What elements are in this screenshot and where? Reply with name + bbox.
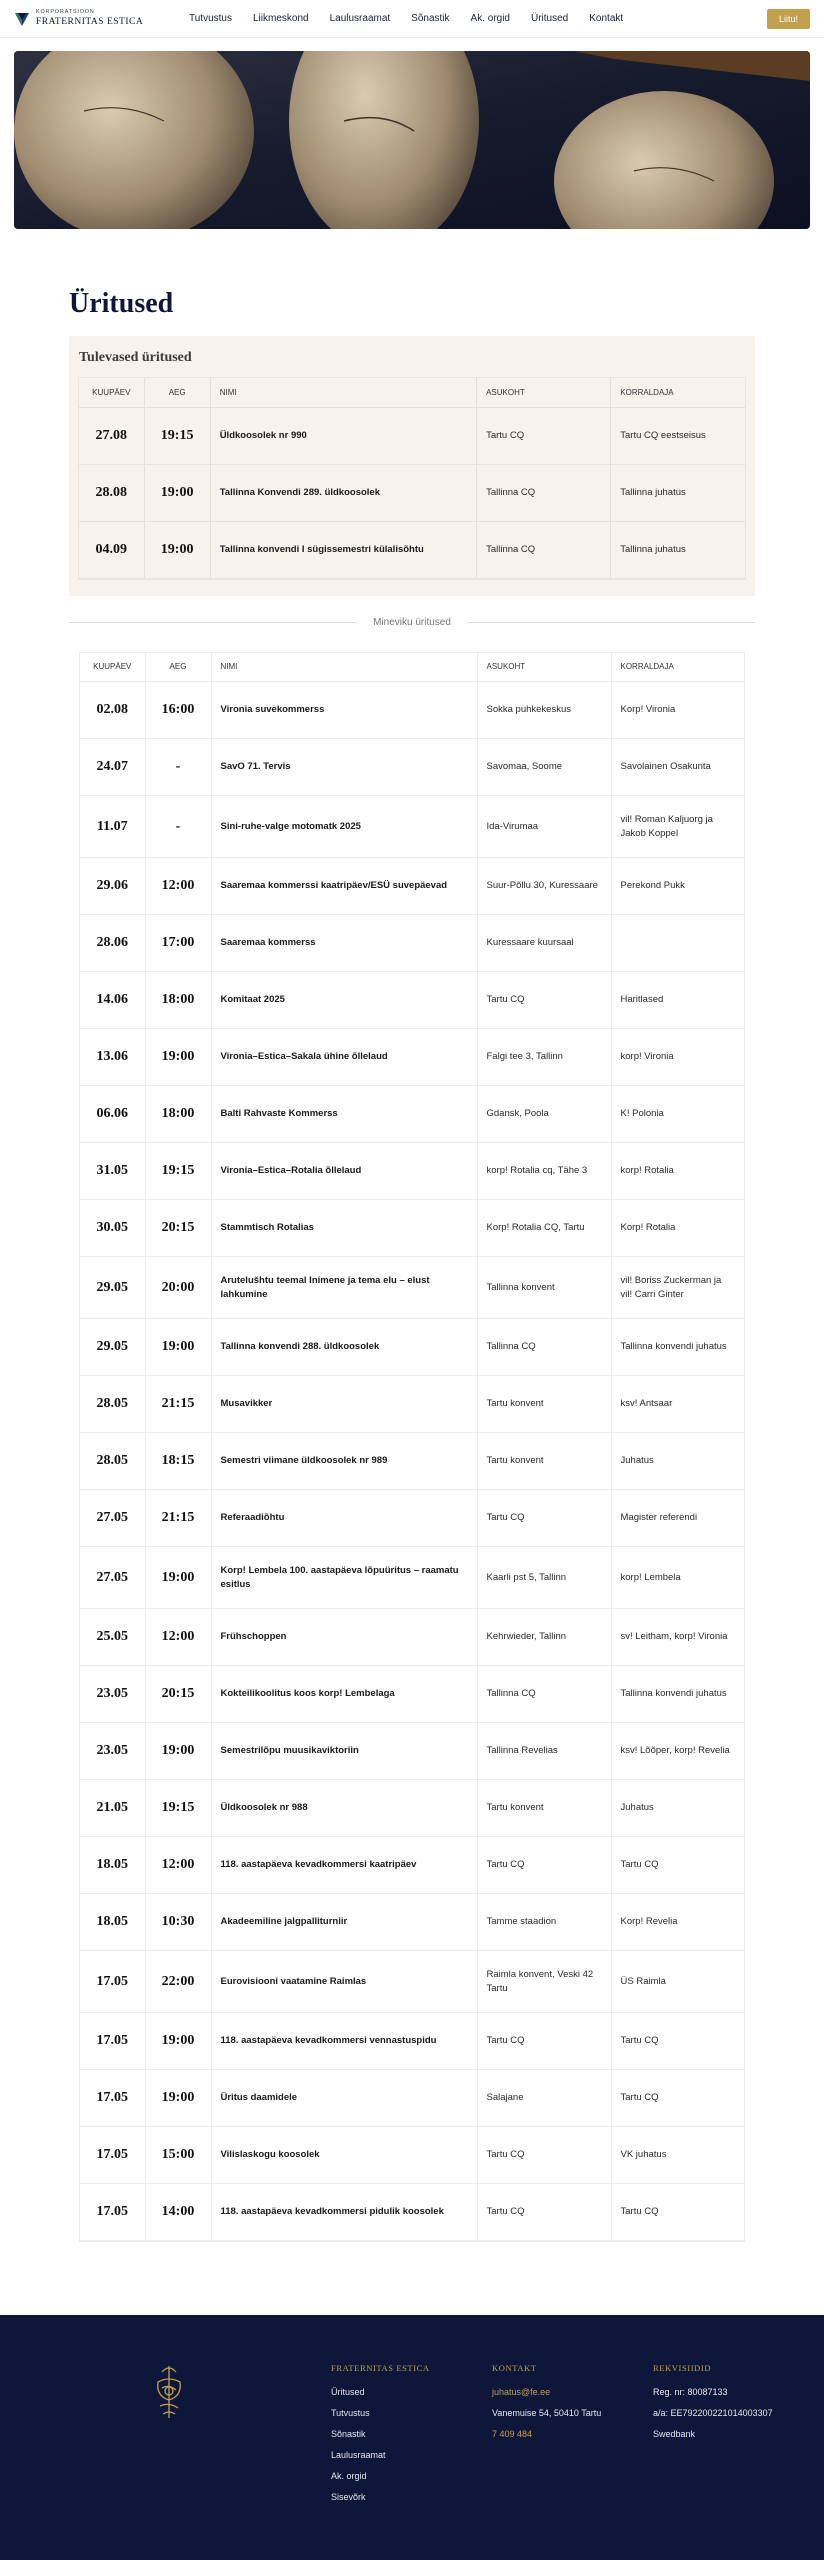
event-name: Stammtisch Rotalias [211, 1200, 477, 1257]
event-location: Gdansk, Poola [477, 1086, 611, 1143]
event-organizer: Juhatus [611, 1433, 744, 1490]
footer-col-requisites [653, 2363, 773, 2450]
col-organizer: KORRALDAJA [611, 653, 744, 682]
event-organizer: Perekond Pukk [611, 858, 744, 915]
event-date: 11.07 [80, 796, 145, 858]
col-organizer: KORRALDAJA [611, 378, 745, 407]
event-date: 17.05 [80, 1951, 145, 2013]
footer-link-tutvustus[interactable]: Tutvustus [331, 2408, 370, 2418]
event-date: 18.05 [80, 1837, 145, 1894]
nav-tutvustus[interactable]: Tutvustus [189, 13, 232, 24]
event-location: Tartu CQ [477, 1837, 611, 1894]
event-date: 29.06 [80, 858, 145, 915]
event-organizer: Tartu CQ [611, 2013, 744, 2070]
event-name: Saaremaa kommerssi kaatripäev/ESÜ suvepäevad [211, 858, 477, 915]
event-organizer: Savolainen Osakunta [611, 739, 744, 796]
footer-link-uritused[interactable]: Üritused [331, 2387, 365, 2397]
event-row [80, 2013, 744, 2070]
event-location: Ida-Virumaa [477, 796, 611, 858]
event-name: Semestrilõpu muusikaviktoriin [211, 1723, 477, 1780]
event-date: 29.05 [80, 1257, 145, 1319]
footer-iban: a/a: EE792200221014003307 [653, 2408, 773, 2418]
event-row [80, 1433, 744, 1490]
event-name: Referaadiõhtu [211, 1490, 477, 1547]
event-location: Tallinna CQ [477, 521, 611, 578]
event-row [79, 407, 745, 464]
event-location: Tartu CQ [477, 972, 611, 1029]
nav-liikmeskond[interactable]: Liikmeskond [252, 13, 309, 24]
event-time: 19:00 [145, 1029, 211, 1086]
nav-ak-orgid[interactable]: Ak. orgid [470, 13, 510, 24]
event-organizer: Tallinna konvendi juhatus [611, 1666, 744, 1723]
event-location: Tartu konvent [477, 1433, 611, 1490]
event-date: 24.07 [80, 739, 145, 796]
col-date: KUUPÄEV [79, 378, 144, 407]
event-row [80, 2070, 744, 2127]
event-time: 22:00 [145, 1951, 211, 2013]
event-location: Tartu CQ [477, 1490, 611, 1547]
event-name: Tallinna konvendi I sügissemestri külalisõhtu [210, 521, 476, 578]
event-row [80, 1086, 744, 1143]
event-time: 19:00 [145, 1319, 211, 1376]
event-location: Kehrwieder, Tallinn [477, 1609, 611, 1666]
event-row [80, 1257, 744, 1319]
event-time: 12:00 [145, 1609, 211, 1666]
nav-uritused[interactable]: Üritused [531, 13, 569, 24]
event-name: Musavikker [211, 1376, 477, 1433]
event-name: 118. aastapäeva kevadkommersi kaatripäev [211, 1837, 477, 1894]
event-time: 15:00 [145, 2127, 211, 2184]
event-location: Tartu CQ [477, 2013, 611, 2070]
event-organizer: Tallinna juhatus [611, 521, 745, 578]
footer-address: Vanemuise 54, 50410 Tartu [492, 2408, 602, 2418]
event-location: Raimla konvent, Veski 42 Tartu [477, 1951, 611, 2013]
fraternitas-emblem-icon [150, 2362, 188, 2422]
event-organizer: Tartu CQ eestseisus [611, 407, 745, 464]
event-row [80, 739, 744, 796]
event-time: 19:00 [145, 1547, 211, 1609]
upcoming-table [78, 377, 746, 580]
event-row [80, 1547, 744, 1609]
event-location: Tallinna CQ [477, 1666, 611, 1723]
event-location: Kuressaare kuursaal [477, 915, 611, 972]
event-name: SavO 71. Tervis [211, 739, 477, 796]
event-name: Vironia–Estica–Sakala ühine õllelaud [211, 1029, 477, 1086]
footer-col-contact [492, 2363, 601, 2450]
event-row [80, 796, 744, 858]
event-location: Tallinna konvent [477, 1257, 611, 1319]
event-date: 28.08 [79, 464, 144, 521]
event-organizer: Tartu CQ [611, 1837, 744, 1894]
event-row [80, 1376, 744, 1433]
event-name: Semestri viimane üldkoosolek nr 989 [211, 1433, 477, 1490]
event-time: 19:15 [145, 1143, 211, 1200]
footer-link-sisevork[interactable]: Sisevõrk [331, 2492, 366, 2502]
table-header-row [79, 378, 745, 407]
event-time: 21:15 [145, 1490, 211, 1547]
event-organizer: Tallinna konvendi juhatus [611, 1319, 744, 1376]
event-date: 14.06 [80, 972, 145, 1029]
event-name: Tallinna Konvendi 289. üldkoosolek [210, 464, 476, 521]
footer-contact-title: KONTAKT [492, 2363, 537, 2373]
event-row [80, 1200, 744, 1257]
upcoming-title: Tulevased üritused [79, 350, 192, 365]
event-location: korp! Rotalia cq, Tähe 3 [477, 1143, 611, 1200]
event-date: 25.05 [80, 1609, 145, 1666]
page-title: Üritused [69, 288, 174, 319]
footer-phone-link[interactable]: 7 409 484 [492, 2429, 533, 2439]
event-name: Arutelušhtu teemal Inimene ja tema elu – elust lahkumine [211, 1257, 477, 1319]
footer-requisites-title: REKVISIIDID [653, 2363, 712, 2373]
event-organizer: korp! Rotalia [611, 1143, 744, 1200]
event-time: 18:15 [145, 1433, 211, 1490]
footer-link-ak-orgid[interactable]: Ak. orgid [331, 2471, 367, 2481]
event-organizer: ksv! Antsaar [611, 1376, 744, 1433]
footer-bank: Swedbank [653, 2429, 696, 2439]
event-name: Komitaat 2025 [211, 972, 477, 1029]
event-row [80, 682, 744, 739]
event-organizer: ÜS Raimla [611, 1951, 744, 2013]
event-organizer: sv! Leitham, korp! Vironia [611, 1609, 744, 1666]
event-date: 27.05 [80, 1490, 145, 1547]
event-location: Salajane [477, 2070, 611, 2127]
event-time: 19:00 [145, 1723, 211, 1780]
event-location: Tallinna CQ [477, 464, 611, 521]
event-location: Falgi tee 3, Tallinn [477, 1029, 611, 1086]
event-time: 16:00 [145, 682, 211, 739]
event-row [80, 2127, 744, 2184]
event-name: Üritus daamidele [211, 2070, 477, 2127]
event-location: Tallinna Revelias [477, 1723, 611, 1780]
event-date: 28.05 [80, 1376, 145, 1433]
footer-reg-number: Reg. nr: 80087133 [653, 2387, 728, 2397]
event-organizer: Juhatus [611, 1780, 744, 1837]
event-row [80, 858, 744, 915]
event-date: 06.06 [80, 1086, 145, 1143]
event-row [80, 1837, 744, 1894]
event-name: Üldkoosolek nr 988 [211, 1780, 477, 1837]
event-date: 18.05 [80, 1894, 145, 1951]
col-name: NIMI [210, 378, 476, 407]
event-organizer [611, 915, 744, 972]
event-name: 118. aastapäeva kevadkommersi vennastuspidu [211, 2013, 477, 2070]
event-time: 20:00 [145, 1257, 211, 1319]
col-location: ASUKOHT [477, 378, 611, 407]
event-row [80, 1319, 744, 1376]
event-row [80, 1029, 744, 1086]
event-organizer: Korp! Vironia [611, 682, 744, 739]
event-date: 13.06 [80, 1029, 145, 1086]
event-time: 19:00 [145, 2070, 211, 2127]
past-events-section [79, 652, 745, 2243]
event-organizer: Magister referendi [611, 1490, 744, 1547]
event-name: Saaremaa kommerss [211, 915, 477, 972]
event-name: Frühschoppen [211, 1609, 477, 1666]
event-row [80, 1609, 744, 1666]
event-name: Vilislaskogu koosolek [211, 2127, 477, 2184]
event-row [80, 1143, 744, 1200]
event-name: Eurovisiooni vaatamine Raimlas [211, 1951, 477, 2013]
event-time: 18:00 [145, 972, 211, 1029]
event-row [80, 1723, 744, 1780]
nav-kontakt[interactable]: Kontakt [589, 13, 624, 24]
event-name: Sini-ruhe-valge motomatk 2025 [211, 796, 477, 858]
footer-link-sonastik[interactable]: Sõnastik [331, 2429, 366, 2439]
event-location: Suur-Põllu 30, Kuressaare [477, 858, 611, 915]
event-time: - [145, 796, 211, 858]
event-time: 19:00 [145, 2013, 211, 2070]
event-organizer: vil! Boriss Zuckerman ja vil! Carri Ginter [611, 1257, 744, 1319]
event-time: 12:00 [145, 858, 211, 915]
footer-email-link[interactable]: juhatus@fe.ee [492, 2387, 551, 2397]
event-name: 118. aastapäeva kevadkommersi pidulik koosolek [211, 2184, 477, 2241]
event-row [79, 464, 745, 521]
event-row [80, 1894, 744, 1951]
event-date: 27.08 [79, 407, 144, 464]
past-events-label: Mineviku üritused [373, 617, 451, 628]
event-location: Tamme staadion [477, 1894, 611, 1951]
event-location: Tartu CQ [477, 2184, 611, 2241]
event-name: Kokteilikoolitus koos korp! Lembelaga [211, 1666, 477, 1723]
event-organizer: Tartu CQ [611, 2184, 744, 2241]
col-time: AEG [145, 653, 211, 682]
event-time: 19:15 [144, 407, 210, 464]
event-organizer: korp! Vironia [611, 1029, 744, 1086]
event-location: Tartu CQ [477, 407, 611, 464]
event-date: 29.05 [80, 1319, 145, 1376]
event-name: Akadeemiline jalgpalliturniir [211, 1894, 477, 1951]
footer-title: FRATERNITAS ESTICA [331, 2363, 430, 2373]
footer-link-laulusraamat[interactable]: Laulusraamat [331, 2450, 386, 2460]
event-time: - [145, 739, 211, 796]
event-location: Korp! Rotalia CQ, Tartu [477, 1200, 611, 1257]
event-organizer: Tartu CQ [611, 2070, 744, 2127]
event-row [80, 1951, 744, 2013]
event-name: Vironia suvekommerss [211, 682, 477, 739]
event-time: 19:15 [145, 1780, 211, 1837]
event-time: 17:00 [145, 915, 211, 972]
event-time: 20:15 [145, 1666, 211, 1723]
event-organizer: Haritlased [611, 972, 744, 1029]
site-footer [0, 2315, 824, 2560]
past-events-divider [69, 616, 755, 630]
event-time: 20:15 [145, 1200, 211, 1257]
col-date: KUUPÄEV [80, 653, 145, 682]
event-time: 18:00 [145, 1086, 211, 1143]
event-date: 04.09 [79, 521, 144, 578]
event-time: 12:00 [145, 1837, 211, 1894]
event-date: 17.05 [80, 2013, 145, 2070]
event-date: 28.06 [80, 915, 145, 972]
past-table [79, 652, 745, 2243]
shield-logo-icon [14, 11, 30, 27]
upcoming-events-section [69, 336, 755, 596]
event-date: 17.05 [80, 2184, 145, 2241]
event-date: 30.05 [80, 1200, 145, 1257]
event-time: 19:00 [144, 464, 210, 521]
event-row [80, 915, 744, 972]
event-name: Vironia–Estica–Rotalia õllelaud [211, 1143, 477, 1200]
event-organizer: vil! Roman Kaljuorg ja Jakob Koppel [611, 796, 744, 858]
event-time: 14:00 [145, 2184, 211, 2241]
event-organizer: korp! Lembela [611, 1547, 744, 1609]
event-date: 17.05 [80, 2127, 145, 2184]
event-date: 23.05 [80, 1666, 145, 1723]
event-date: 28.05 [80, 1433, 145, 1490]
col-location: ASUKOHT [477, 653, 611, 682]
event-name: Tallinna konvendi 288. üldkoosolek [211, 1319, 477, 1376]
event-location: Kaarli pst 5, Tallinn [477, 1547, 611, 1609]
event-organizer: ksv! Lõõper, korp! Revelia [611, 1723, 744, 1780]
hero-image [14, 51, 810, 229]
join-button[interactable]: Liitu! [767, 9, 810, 29]
event-organizer: Tallinna juhatus [611, 464, 745, 521]
event-name: Üldkoosolek nr 990 [210, 407, 476, 464]
main-nav [189, 13, 767, 24]
event-organizer: VK juhatus [611, 2127, 744, 2184]
event-row [80, 972, 744, 1029]
col-time: AEG [144, 378, 210, 407]
event-location: Tartu konvent [477, 1780, 611, 1837]
event-time: 10:30 [145, 1894, 211, 1951]
table-header-row [80, 653, 744, 682]
event-date: 31.05 [80, 1143, 145, 1200]
tankards-photo [14, 51, 810, 229]
event-date: 21.05 [80, 1780, 145, 1837]
event-date: 23.05 [80, 1723, 145, 1780]
event-row [80, 1780, 744, 1837]
footer-col-main [331, 2363, 430, 2513]
event-name: Korp! Lembela 100. aastapäeva lõpuüritus – raamatu esitlus [211, 1547, 477, 1609]
event-row [79, 521, 745, 578]
event-location: Tartu konvent [477, 1376, 611, 1433]
event-row [80, 1666, 744, 1723]
event-date: 27.05 [80, 1547, 145, 1609]
event-location: Sokka puhkekeskus [477, 682, 611, 739]
event-date: 17.05 [80, 2070, 145, 2127]
site-logo[interactable] [14, 10, 189, 27]
logo-subtitle: KORPORATSIOON [36, 9, 95, 15]
event-time: 21:15 [145, 1376, 211, 1433]
event-organizer: Korp! Rotalia [611, 1200, 744, 1257]
nav-sonastik[interactable]: Sõnastik [411, 13, 450, 24]
event-organizer: K! Polonia [611, 1086, 744, 1143]
col-name: NIMI [211, 653, 477, 682]
event-name: Balti Rahvaste Kommerss [211, 1086, 477, 1143]
site-header [0, 0, 824, 38]
event-organizer: Korp! Revelia [611, 1894, 744, 1951]
event-date: 02.08 [80, 682, 145, 739]
event-time: 19:00 [144, 521, 210, 578]
event-location: Savomaa, Soome [477, 739, 611, 796]
event-row [80, 2184, 744, 2241]
event-location: Tallinna CQ [477, 1319, 611, 1376]
event-location: Tartu CQ [477, 2127, 611, 2184]
event-row [80, 1490, 744, 1547]
nav-laulusraamat[interactable]: Laulusraamat [329, 13, 391, 24]
logo-title: FRATERNITAS ESTICA [36, 16, 144, 27]
